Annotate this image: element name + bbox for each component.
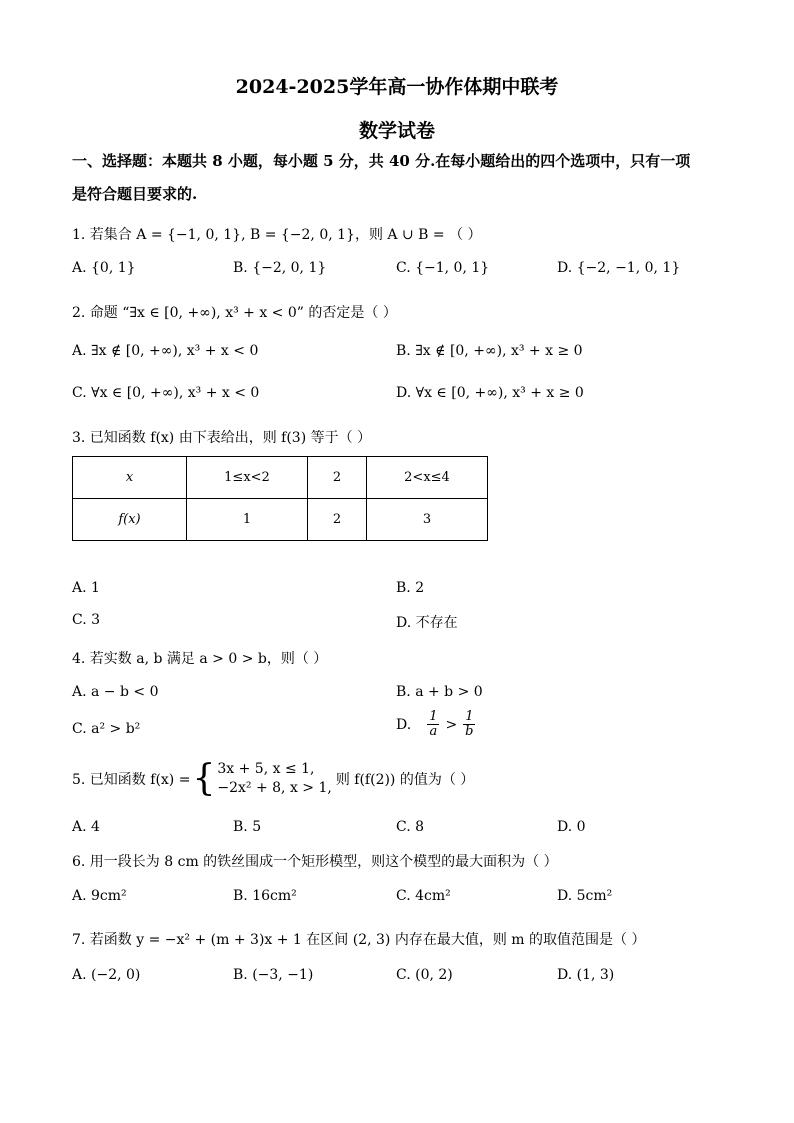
piecewise-case-2: −2x² + 8, x > 1, (217, 779, 332, 796)
q6-option-b: B. 16cm² (233, 888, 297, 904)
q4-option-d-label: D. (396, 716, 412, 733)
q5-stem-suffix: 则 f(f(2)) 的值为（ ） (335, 771, 475, 788)
q1-option-a: A. {0, 1} (72, 260, 136, 276)
function-table (72, 456, 488, 541)
q2-option-d: D. ∀x ∈ [0, +∞), x³ + x ≥ 0 (396, 385, 584, 401)
q7-option-b: B. (−3, −1) (233, 967, 314, 983)
q3-option-a: A. 1 (72, 580, 100, 596)
greater-than-sign: > (445, 716, 458, 733)
q1-stem: 1. 若集合 A = {−1, 0, 1}, B = {−2, 0, 1}，则 A ∪ B = （ ） (72, 227, 482, 243)
q6-option-d: D. 5cm² (557, 888, 613, 904)
q2-option-c: C. ∀x ∈ [0, +∞), x³ + x < 0 (72, 385, 260, 401)
piecewise-case-1: 3x + 5, x ≤ 1, (217, 761, 315, 777)
fraction-numerator: 1 (465, 709, 474, 724)
q7-option-d: D. (1, 3) (557, 967, 615, 983)
table-cell: 3 (367, 499, 488, 541)
fraction-denominator: b (465, 724, 474, 740)
q3-option-b: B. 2 (396, 580, 425, 596)
q4-option-a: A. a − b < 0 (72, 684, 159, 700)
q6-stem: 6. 用一段长为 8 cm 的铁丝围成一个矩形模型，则这个模型的最大面积为（ ） (72, 854, 558, 870)
q2-stem: 2. 命题 “∃x ∈ [0, +∞), x³ + x < 0” 的否定是（ ） (72, 305, 397, 321)
exam-subtitle: 数学试卷 (358, 120, 435, 142)
q7-option-a: A. (−2, 0) (72, 967, 141, 983)
q4-option-d (396, 710, 475, 740)
q5-option-a: A. 4 (72, 819, 100, 835)
table-cell: 2 (308, 499, 367, 541)
q2-option-b: B. ∃x ∉ [0, +∞), x³ + x ≥ 0 (396, 343, 583, 359)
section-heading-line1: 一、选择题：本题共 8 小题，每小题 5 分，共 40 分.在每小题给出的四个选项中，只有一项 (72, 152, 691, 170)
table-row (73, 457, 488, 499)
fraction-numerator: 1 (429, 709, 438, 724)
fraction-denominator: a (429, 724, 438, 740)
q5-option-d: D. 0 (557, 819, 586, 835)
table-cell: 1 (187, 499, 308, 541)
exam-title: 2024-2025学年高一协作体期中联考 (235, 76, 559, 98)
fraction (427, 710, 439, 740)
q7-option-c: C. (0, 2) (396, 967, 453, 983)
q3-option-c: C. 3 (72, 612, 101, 628)
q4-option-c: C. a² > b² (72, 721, 141, 737)
table-row (73, 499, 488, 541)
q5-stem-prefix: 5. 已知函数 f(x) = (72, 771, 191, 788)
q5-stem (72, 757, 475, 799)
q3-option-d: D. 不存在 (396, 615, 458, 631)
q1-option-d: D. {−2, −1, 0, 1} (557, 260, 681, 276)
table-cell: 1≤x<2 (187, 457, 308, 499)
table-cell: f(x) (73, 499, 187, 541)
q1-option-c: C. {−1, 0, 1} (396, 260, 490, 276)
q5-option-c: C. 8 (396, 819, 425, 835)
brace-glyph: { (192, 757, 216, 799)
q1-option-b: B. {−2, 0, 1} (233, 260, 327, 276)
q6-option-c: C. 4cm² (396, 888, 451, 904)
piecewise-cases (217, 760, 331, 798)
table-cell: 2 (308, 457, 367, 499)
q7-stem: 7. 若函数 y = −x² + (m + 3)x + 1 在区间 (2, 3) 内存在最大值，则 m 的取值范围是（ ） (72, 932, 646, 948)
table-cell: 2<x≤4 (367, 457, 488, 499)
fraction (463, 710, 475, 740)
table-cell: x (73, 457, 187, 499)
q4-stem: 4. 若实数 a, b 满足 a > 0 > b，则（ ） (72, 651, 328, 667)
q3-stem: 3. 已知函数 f(x) 由下表给出，则 f(3) 等于（ ） (72, 430, 372, 446)
section-heading-line2: 是符合题目要求的. (72, 185, 198, 203)
q5-option-b: B. 5 (233, 819, 262, 835)
q2-option-a: A. ∃x ∉ [0, +∞), x³ + x < 0 (72, 343, 259, 359)
q6-option-a: A. 9cm² (72, 888, 127, 904)
q4-option-b: B. a + b > 0 (396, 684, 483, 700)
